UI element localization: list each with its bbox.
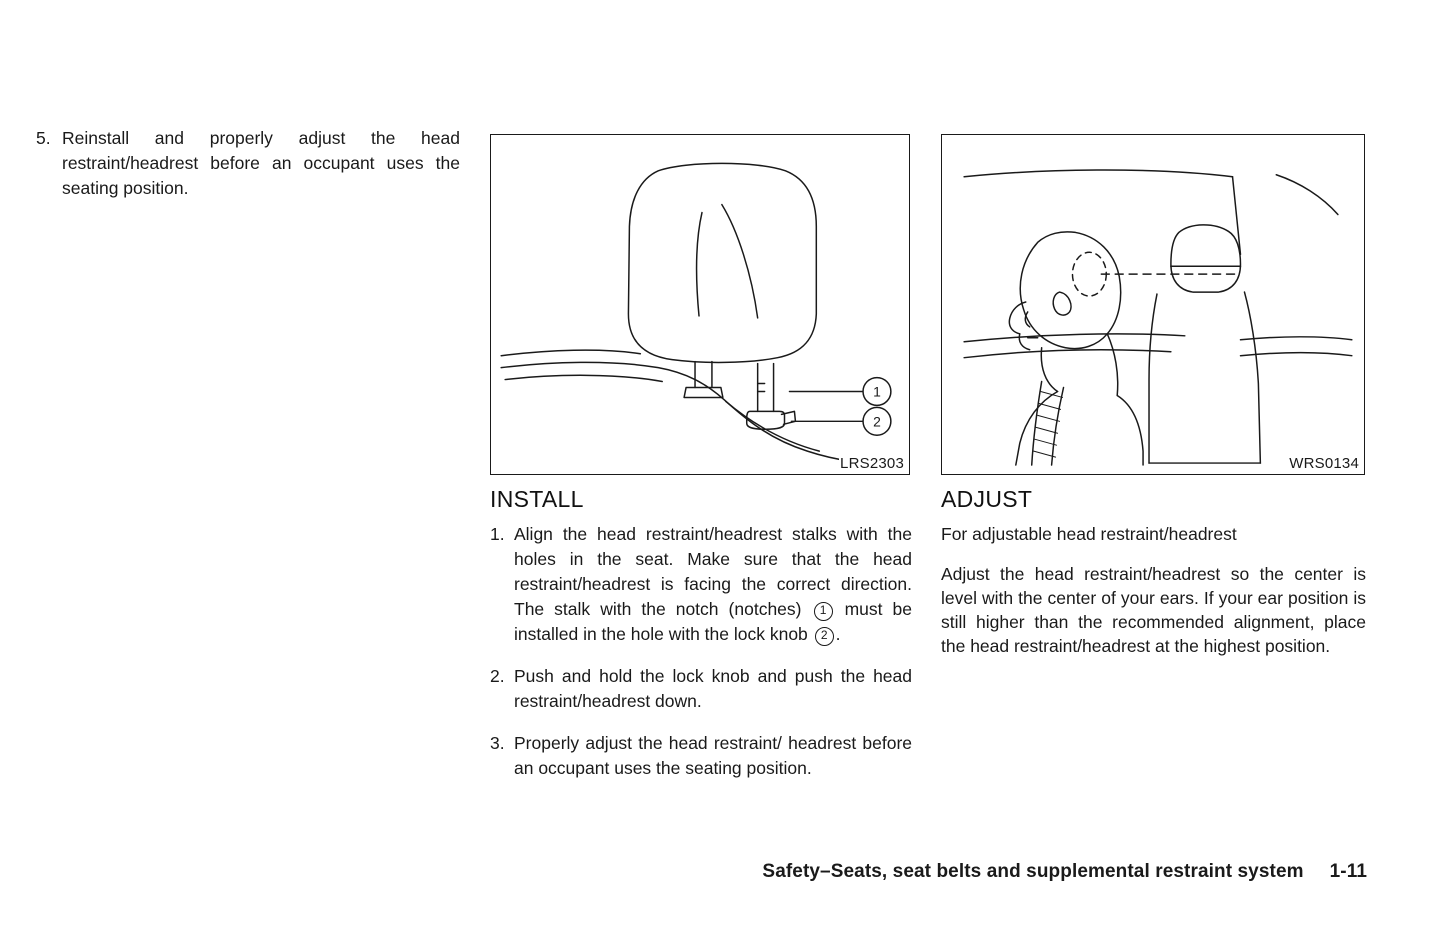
page-footer <box>762 861 1367 883</box>
callout-2 <box>863 407 891 435</box>
install-steps <box>490 522 912 781</box>
list-item <box>36 126 460 201</box>
callout-marker-1: 1 <box>814 602 833 621</box>
adjust-paragraph: Adjust the head restraint/headrest so the center is level with the center of your ears. If your ear position is still higher than the recommended alignment, place the head restraint/headrest at the highest position. <box>941 564 1366 656</box>
page-number: 1-11 <box>1329 861 1367 882</box>
step-text: Push and hold the lock knob and push the head restraint/headrest down. <box>514 666 912 711</box>
step-text: Reinstall and properly adjust the head restraint/headrest before an occupant uses the seating position. <box>62 128 460 198</box>
step-text <box>514 522 912 647</box>
adjust-content <box>941 522 1366 658</box>
step-text-part-1: Align the head restraint/headrest stalks with the holes in the seat. Make sure that the head restraint/headrest is facing the correct direction. The stalk with the notch (notches) <box>514 524 912 619</box>
adjust-heading: ADJUST <box>941 486 1033 512</box>
list-item <box>490 731 912 781</box>
callout-1 <box>863 378 891 406</box>
adjust-subheading: For adjustable head restraint/headrest <box>941 524 1237 544</box>
step-number: 3. <box>490 733 505 753</box>
install-heading: INSTALL <box>490 486 584 512</box>
install-figure <box>490 134 910 475</box>
footer-title: Safety–Seats, seat belts and supplemental restraint system <box>762 861 1304 882</box>
svg-text:2: 2 <box>873 413 881 430</box>
step-text-part-3: . <box>835 624 841 644</box>
left-column <box>36 126 460 201</box>
step-text-part-2: must be installed in the hole with the lock knob <box>514 599 912 644</box>
adjust-figure <box>941 134 1365 475</box>
figure-code: WRS0134 <box>1289 455 1359 472</box>
list-item <box>490 522 912 647</box>
svg-text:1: 1 <box>873 383 881 400</box>
list-item <box>490 664 912 714</box>
step-text: Properly adjust the head restraint/ headrest before an occupant uses the seating position. <box>514 733 912 778</box>
step-number: 5. <box>36 128 51 148</box>
adjust-illustration <box>942 135 1364 474</box>
install-illustration <box>491 135 909 474</box>
figure-code: LRS2303 <box>840 455 904 472</box>
step-number: 2. <box>490 666 505 686</box>
step-number: 1. <box>490 524 505 544</box>
callout-marker-2: 2 <box>815 627 834 646</box>
